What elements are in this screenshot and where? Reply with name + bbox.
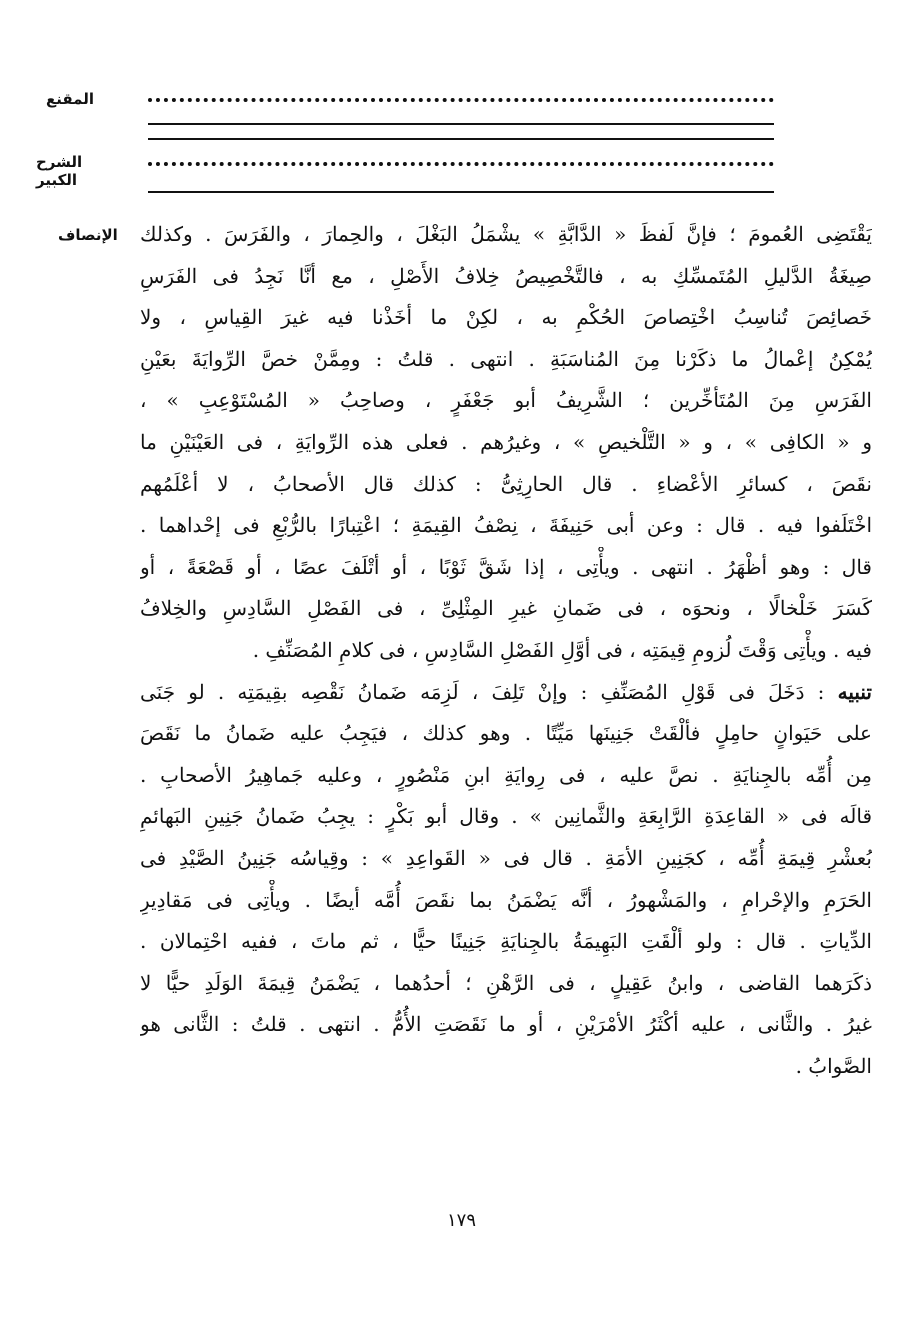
tanbih-label: تنبيه (837, 679, 872, 704)
separator-rule-1 (148, 123, 774, 125)
separator-rule-3 (148, 191, 774, 193)
text-line: قال : وهو أظْهَرُ . انتهى . ويأْتِى ، إذا شَقَّ ثَوْبًا ، أو أتْلَفَ عصًا ، أو قَصْعَةً ، أو (140, 554, 872, 579)
insaf-body-text (140, 214, 872, 1087)
text-line: نقَصَ ، كسائرِ الأعْضاءِ . قال الحارِثِىُّ : كذلك قال الأصحابُ ، لا أعْلَمُهم (140, 471, 872, 496)
text-line: يُمْكِنُ إعْمالُ ما ذكَرْنا مِنَ المُناسَبَةِ . انتهى . قلتُ : ومِمَّنْ خصَّ الرِّوايَةَ بعَيْنِ (140, 346, 872, 371)
text-line: الحَرَمِ والإحْرامِ ، والمَشْهورُ ، أنَّه يَضْمَنُ بما نقَصَ أُمَّه أيضًا . ويأْتِى فى مَقادِيرِ (140, 887, 872, 912)
text-line: مِن أُمِّه بالجِنايَةِ . نصَّ عليه ، فى رِوايَةِ ابنِ مَنْصُورٍ ، وعليه جَماهِيرُ الأصحابِ . (140, 762, 872, 787)
text-line: يَقْتَضِى العُمومَ ؛ فإنَّ لَفظَ « الدَّابَّةِ » يشْمَلُ البَغْلَ ، والحِمارَ ، والفَرَسَ . وكذلك (140, 222, 872, 246)
text-line: الفَرَسِ مِنَ المُتَأخِّرين ؛ الشَّرِيفُ أبو جَعْفَرٍ ، وصاحِبُ « المُسْتَوْعِبِ » ، (140, 388, 872, 413)
muqni-dotted-line (148, 92, 774, 102)
text-line: كَسَرَ خَلْخالًا ، ونحوَه ، فى ضَمانِ غيرِ المِثْلِىِّ ، فى الفَصْلِ السَّادِسِ والخِلافُ (140, 596, 872, 621)
text-line: قالَه فى « القاعِدَةِ الرَّابِعَةِ والثَّمانِين » . وقال أبو بَكْرٍ : يجِبُ ضَمانُ جَنِينِ البَهائمِ (140, 804, 872, 829)
paragraph-1 (140, 214, 872, 672)
sharh-dotted-line (148, 156, 774, 166)
text-line: اخْتَلَفوا فيه . قال : وعن أبى حَنِيفَةَ ، نِصْفُ القِيمَةِ ؛ اعْتِبارًا بالرُّبْعِ فى إحْداهما . (140, 513, 872, 538)
text-line: بُعشْرِ قِيمَةِ أُمِّه ، كجَنِينِ الأمَةِ . قال فى « القَواعِدِ » : وقِياسُه جَنِينُ الصَّيْدِ فى (140, 845, 872, 870)
text-line: فيه . ويأْتِى وَقْتَ لُزومِ قِيمَتِه ، فى أوَّلِ الفَصْلِ السَّادِسِ ، فى كلامِ المُصَنِّفِ . (252, 637, 872, 662)
text-line: الصَّوابُ . (795, 1053, 872, 1078)
text-line: غيرُ . والثَّانى ، عليه أكْثَرُ الأمْرَيْنِ ، أو ما نَقَصَتِ الأُمُّ . انتهى . قلتُ : الثَّانى هو (140, 1012, 872, 1037)
text-line: و « الكافِى » ، و « التَّلْخيصِ » ، وغيرُهم . فعلى هذه الرِّوايَةِ ، فى العَيْنَيْنِ ما (140, 429, 872, 454)
separator-rule-2 (148, 138, 774, 140)
text-line: الدِّياتِ . قال : ولو ألْقَتِ البَهِيمَةُ بالجِنايَةِ جَنِينًا حيًّا ، ثم ماتَ ، ففيه احْتِمالان . (140, 929, 872, 954)
text-line: خَصائِصَ تُناسِبُ اخْتِصاصَ الحُكْمِ به ، لكِنْ ما أخَذْنا فيه غيرَ القِياسِ ، ولا (140, 305, 872, 330)
text-line: صِيغَةُ الدَّليلِ المُتَمسِّكِ به ، فالتَّخْصِيصُ خِلافُ الأَصْلِ ، مع أنَّا نَجِدُ فى الفَرَسِ (140, 263, 872, 288)
paragraph-2 (140, 672, 872, 1088)
text-line: على حَيَوانٍ حامِلٍ فألْقَتْ جَنِينَها مَيِّتًا . وهو كذلك ، فيَجِبُ عليه ضَمانُ ما نَقَصَ (140, 721, 872, 746)
sharh-label: الشرح الكبير (36, 153, 83, 189)
muqni-label: المقنع (46, 90, 94, 108)
page-number: ١٧٩ (446, 1210, 476, 1231)
text-line: ذكَرَهما القاضى ، وابنُ عَقِيلٍ ، فى الرَّهْنِ ؛ أحدُهما ، يَضْمَنُ قِيمَةَ الوَلَدِ حيًّا لا (140, 970, 872, 995)
insaf-label: الإنصاف (58, 226, 118, 244)
text-line (140, 672, 872, 714)
tanbih-text: : دَخَلَ فى قَوْلِ المُصَنِّفِ : وإنْ تَلِفَ ، لَزِمَه ضَمانُ نَقْصِه بقِيمَتِه . لو جَنَى (140, 679, 838, 704)
